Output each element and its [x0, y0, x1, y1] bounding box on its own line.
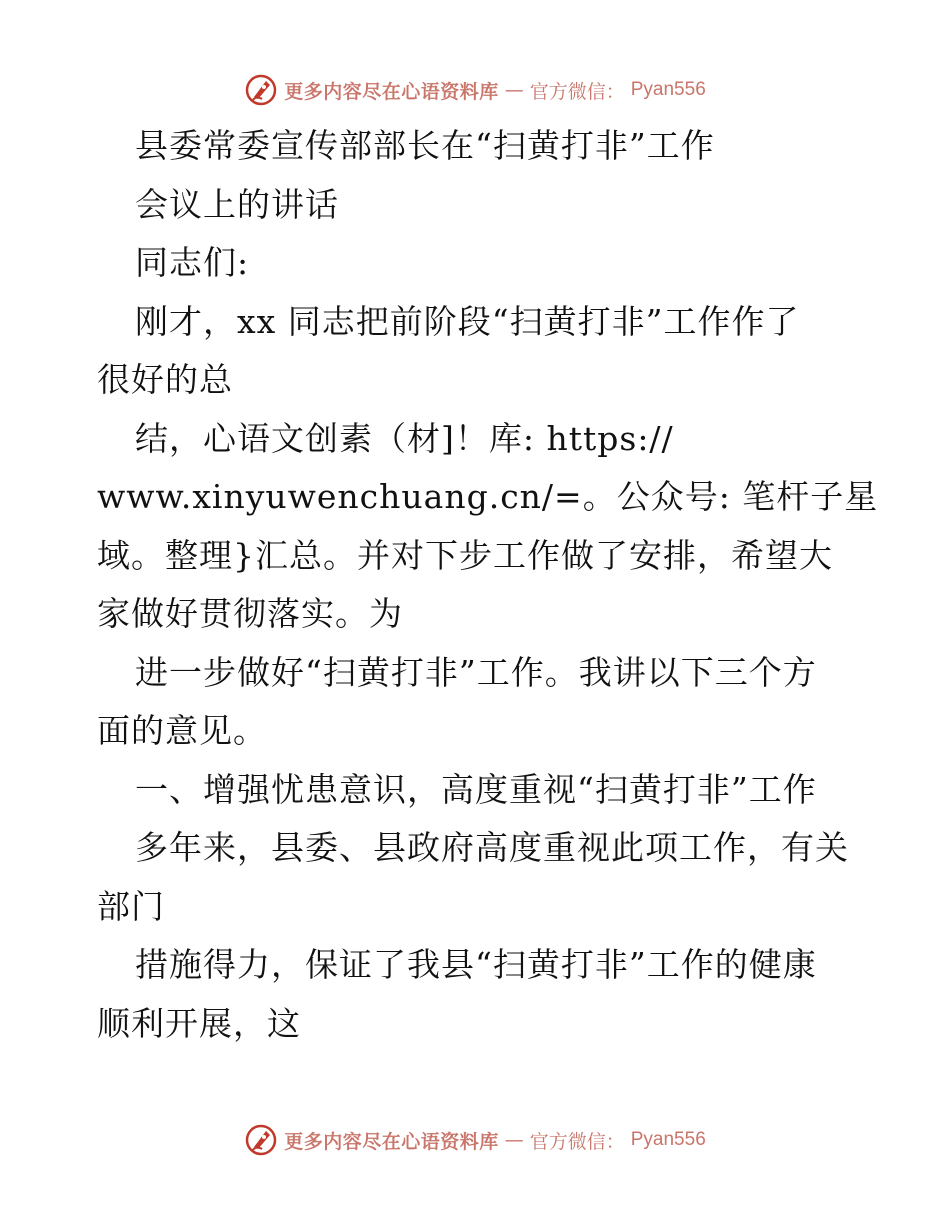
paragraph-line: 进一步做好“扫黄打非”工作。我讲以下三个方 [135, 652, 817, 692]
footer-banner [0, 1120, 950, 1160]
paragraph-line: 刚才，xx 同志把前阶段“扫黄打非”工作作了 [135, 301, 800, 341]
paragraph-line: 顺利开展，这 [97, 1003, 301, 1043]
paragraph-line: 很好的总 [97, 360, 233, 399]
paragraph-line: 结，心语文创素（材]！库: https:// [135, 418, 674, 458]
header-banner-separator: — [504, 79, 524, 101]
footer-banner-inner [244, 1123, 706, 1157]
salutation: 同志们: [135, 243, 250, 282]
header-banner-title: 更多内容尽在心语资料库 [284, 80, 499, 103]
doc-title-line-1: 县委常委宣传部部长在“扫黄打非”工作 [135, 126, 715, 165]
paragraph-line: 多年来，县委、县政府高度重视此项工作，有关 [135, 828, 849, 867]
header-banner-wechat-label: 官方微信： [529, 80, 625, 103]
pen-nib-logo-icon [244, 1123, 278, 1157]
footer-banner-wechat-id: Pyan556 [630, 1129, 706, 1150]
paragraph-line: www.xinyuwenchuang.cn/=。公众号: 笔杆子星 [97, 477, 879, 516]
pen-nib-logo-icon [244, 73, 278, 107]
paragraph-line: 家做好贯彻落实。为 [97, 594, 403, 633]
paragraph-line: 部门 [97, 886, 165, 926]
header-banner [0, 70, 950, 110]
paragraph-line: 域。整理}汇总。并对下步工作做了安排，希望大 [97, 535, 833, 575]
header-banner-inner [244, 73, 706, 107]
footer-banner-wechat-label: 官方微信： [529, 1130, 625, 1153]
doc-title-line-2: 会议上的讲话 [135, 184, 339, 224]
paragraph-line: 面的意见。 [97, 711, 267, 750]
footer-banner-title: 更多内容尽在心语资料库 [284, 1130, 499, 1153]
section-heading: 一、增强忧患意识，高度重视“扫黄打非”工作 [135, 769, 817, 809]
document-body [97, 117, 879, 1053]
paragraph-line: 措施得力，保证了我县“扫黄打非”工作的健康 [135, 945, 817, 984]
footer-banner-separator: — [504, 1129, 524, 1151]
header-banner-wechat-id: Pyan556 [630, 79, 706, 100]
